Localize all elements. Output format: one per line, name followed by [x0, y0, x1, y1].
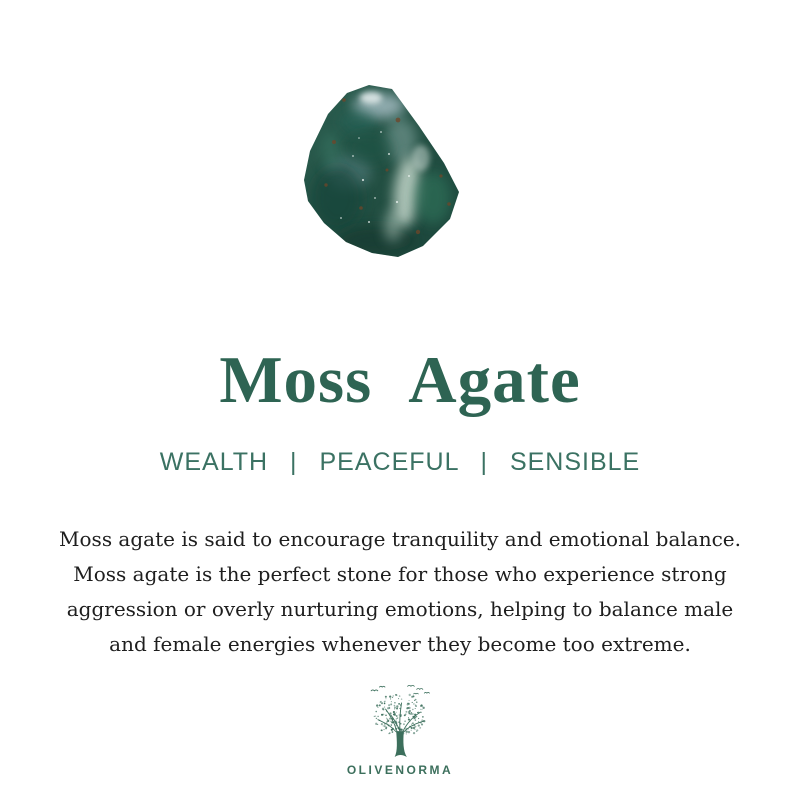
brand-block	[0, 684, 800, 778]
trait-sensible: SENSIBLE	[509, 448, 641, 476]
description	[0, 522, 800, 662]
olive-tree-logo-icon	[354, 684, 446, 760]
description-line: and female energies whenever they become too extreme.	[109, 632, 691, 656]
tree-trunk	[395, 731, 407, 757]
moss-agate-stone-image	[301, 80, 465, 260]
brand-name: OLIVENORMA	[346, 763, 454, 777]
description-line: Moss agate is the perfect stone for those who experience strong	[73, 562, 727, 586]
description-line: Moss agate is said to encourage tranquility and emotional balance.	[59, 527, 741, 551]
traits-row	[0, 447, 800, 477]
trait-separator: |	[480, 448, 488, 476]
trait-separator: |	[290, 448, 298, 476]
moss-agate-photo	[301, 80, 465, 260]
trait-peaceful: PEACEFUL	[319, 448, 459, 476]
page-title: Moss Agate	[219, 343, 581, 417]
description-line: aggression or overly nurturing emotions, helping to balance male	[66, 597, 734, 621]
tree-birds-icon	[371, 685, 429, 694]
trait-wealth: WEALTH	[159, 448, 269, 476]
